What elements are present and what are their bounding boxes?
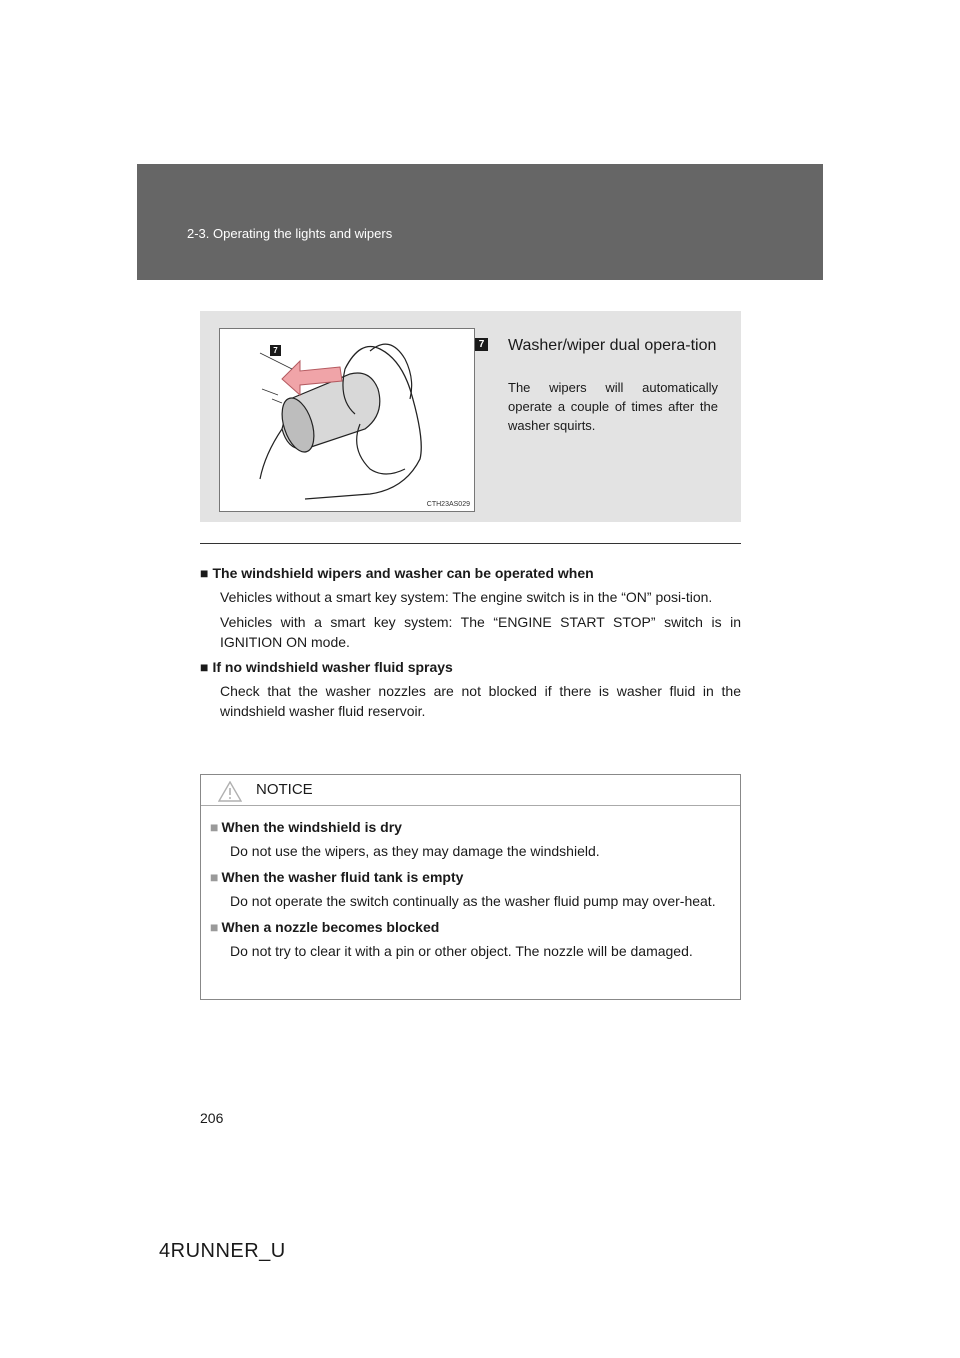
hand-lever-drawing (220, 329, 474, 511)
wiper-lever-illustration (219, 328, 475, 512)
figure-panel (200, 311, 741, 522)
info-heading (200, 657, 741, 677)
step-description: The wipers will automatically operate a couple of times after the washer squirts. (508, 380, 718, 433)
square-bullet-icon: ■ (210, 819, 219, 835)
notice-item-text: Do not operate the switch continually as the washer fluid pump may over-heat. (230, 893, 716, 909)
notice-title: NOTICE (256, 781, 313, 798)
page-number: 206 (200, 1110, 224, 1126)
notice-header (201, 775, 740, 806)
info-heading-text: The windshield wipers and washer can be operated when (212, 565, 594, 581)
notice-item-text: Do not try to clear it with a pin or other object. The nozzle will be damaged. (230, 943, 693, 959)
warning-triangle-icon (218, 781, 242, 802)
figure-callout-badge: 7 (270, 345, 281, 356)
square-bullet-icon: ■ (210, 919, 219, 935)
step-title: Washer/wiper dual opera-tion (508, 337, 717, 354)
info-paragraph: Vehicles with a smart key system: The “ENGINE START STOP” switch is in IGNITION ON mode. (220, 614, 741, 650)
info-paragraph: Vehicles without a smart key system: The engine switch is in the “ON” posi-tion. (220, 589, 713, 605)
notice-box (200, 774, 741, 1000)
chapter-header-band (137, 164, 823, 280)
info-section (200, 563, 741, 726)
info-heading-text: If no windshield washer fluid sprays (212, 659, 453, 675)
notice-heading-text: When a nozzle becomes blocked (221, 919, 440, 935)
square-bullet-icon: ■ (210, 869, 219, 885)
info-paragraph: Check that the washer nozzles are not blocked if there is washer fluid in the windshield washer fluid reservoir. (220, 683, 741, 719)
notice-heading-text: When the windshield is dry (221, 819, 402, 835)
notice-heading-text: When the washer fluid tank is empty (221, 869, 464, 885)
chapter-title: 2-3. Operating the lights and wipers (187, 226, 393, 241)
notice-item-heading (210, 867, 732, 888)
notice-item-heading (210, 817, 732, 838)
square-bullet-icon: ■ (200, 565, 209, 581)
section-divider (200, 543, 741, 544)
document-code: 4RUNNER_U (159, 1240, 286, 1262)
notice-item-text: Do not use the wipers, as they may damage the windshield. (230, 843, 600, 859)
figure-code: CTH23AS029 (426, 501, 470, 508)
square-bullet-icon: ■ (200, 659, 209, 675)
notice-item-heading (210, 917, 732, 938)
step-number-badge: 7 (475, 338, 488, 351)
notice-body (210, 817, 732, 967)
info-heading (200, 563, 741, 583)
